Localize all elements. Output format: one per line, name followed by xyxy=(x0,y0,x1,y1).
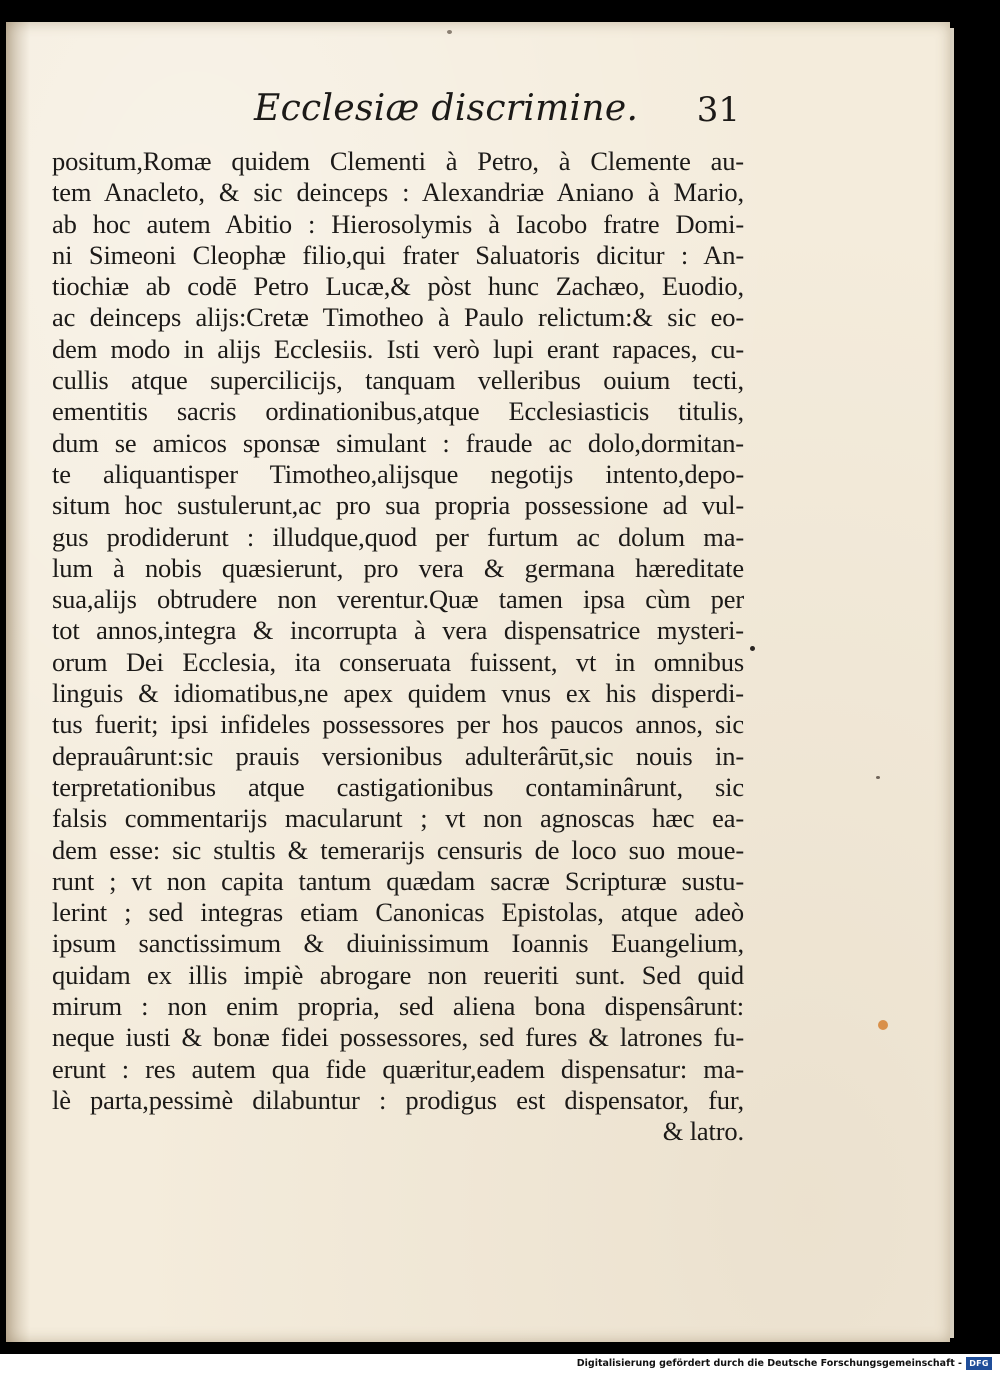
text-line-final: & latro. xyxy=(662,1116,744,1147)
dfg-logo: DFG xyxy=(966,1357,992,1370)
text-line: ac deinceps alijs:Cretæ Timotheo à Paulo relictum:& sic eo- xyxy=(52,302,744,333)
body-text xyxy=(52,146,744,1148)
text-line: gus prodiderunt : illudque,quod per furtum ac dolum ma- xyxy=(52,521,744,552)
text-line: dem esse: sic stultis & temerarijs censuris de loco suo moue- xyxy=(52,834,744,865)
text-line: ementitis sacris ordinationibus,atque Ecclesiasticis titulis, xyxy=(52,396,744,427)
page-header xyxy=(250,88,750,138)
page-number: 31 xyxy=(696,90,740,130)
text-line: orum Dei Ecclesia, ita conseruata fuissent, vt in omnibus xyxy=(52,646,744,677)
text-line: sua,alijs obtrudere non verentur.Quæ tamen ipsa cùm per xyxy=(52,584,744,615)
text-line: neque iusti & bonæ fidei possessores, sed fures & latrones fu- xyxy=(52,1022,744,1053)
text-line: positum,Romæ quidem Clementi à Petro, à Clemente au- xyxy=(52,146,744,176)
text-line: tot annos,integra & incorrupta à vera dispensatrice mysteri- xyxy=(52,615,744,646)
binding-shadow xyxy=(6,22,30,1342)
text-line: mirum : non enim propria, sed aliena bona dispensârunt: xyxy=(52,991,744,1022)
text-line: falsis commentarijs macularunt ; vt non agnoscas hæc ea- xyxy=(52,803,744,834)
text-line: erunt : res autem qua fide quæritur,eadem dispensatur: ma- xyxy=(52,1053,744,1084)
text-line: ab hoc autem Abitio : Hierosolymis à Iacobo fratre Domi- xyxy=(52,208,744,239)
paper-stain xyxy=(878,1020,888,1030)
digitization-credit: Digitalisierung gefördert durch die Deutsche Forschungsgemeinschaft - xyxy=(576,1358,962,1369)
text-line: tem Anacleto, & sic deinceps : Alexandriæ Aniano à Mario, xyxy=(52,177,744,208)
text-line: dum se amicos sponsæ simulant : fraude ac dolo,dormitan- xyxy=(52,427,744,458)
text-line: lè parta,pessimè dilabuntur : prodigus est dispensator, fur, xyxy=(52,1084,744,1115)
running-title: Ecclesiæ discrimine. xyxy=(254,88,639,129)
page-edge xyxy=(950,28,954,1338)
ink-speck xyxy=(876,776,880,779)
text-line: cullis atque supercilicijs, tanquam velleribus ouium tecti, xyxy=(52,365,744,396)
text-line: situm hoc sustulerunt,ac pro sua propria possessione ad vul- xyxy=(52,490,744,521)
text-line: dem modo in alijs Ecclesiis. Isti verò lupi erant rapaces, cu- xyxy=(52,333,744,364)
text-line: tus fuerit; ipsi infideles possessores per hos paucos annos, sic xyxy=(52,709,744,740)
text-line: ipsum sanctissimum & diuinissimum Ioannis Euangelium, xyxy=(52,928,744,959)
text-line: linguis & idiomatibus,ne apex quidem vnus ex his disperdi- xyxy=(52,678,744,709)
ink-speck xyxy=(447,30,452,34)
text-line: ni Simeoni Cleophæ filio,qui frater Saluatoris dicitur : An- xyxy=(52,239,744,270)
ink-speck xyxy=(750,646,755,651)
text-line: lerint ; sed integras etiam Canonicas Epistolas, atque adeò xyxy=(52,897,744,928)
text-line: te aliquantisper Timotheo,alijsque negotijs intento,depo- xyxy=(52,458,744,489)
text-line: tiochiæ ab codē Petro Lucæ,& pòst hunc Zachæo, Euodio, xyxy=(52,271,744,302)
text-line: runt ; vt non capita tantum quædam sacræ Scripturæ sustu- xyxy=(52,865,744,896)
text-line: terpretationibus atque castigationibus contaminârunt, sic xyxy=(52,771,744,802)
text-line: deprauârunt:sic prauis versionibus adulterârūt,sic nouis in- xyxy=(52,740,744,771)
text-line: quidam ex illis impiè abrogare non reueriti sunt. Sed quid xyxy=(52,959,744,990)
text-line: lum à nobis quæsierunt, pro vera & germana hæreditate xyxy=(52,552,744,583)
